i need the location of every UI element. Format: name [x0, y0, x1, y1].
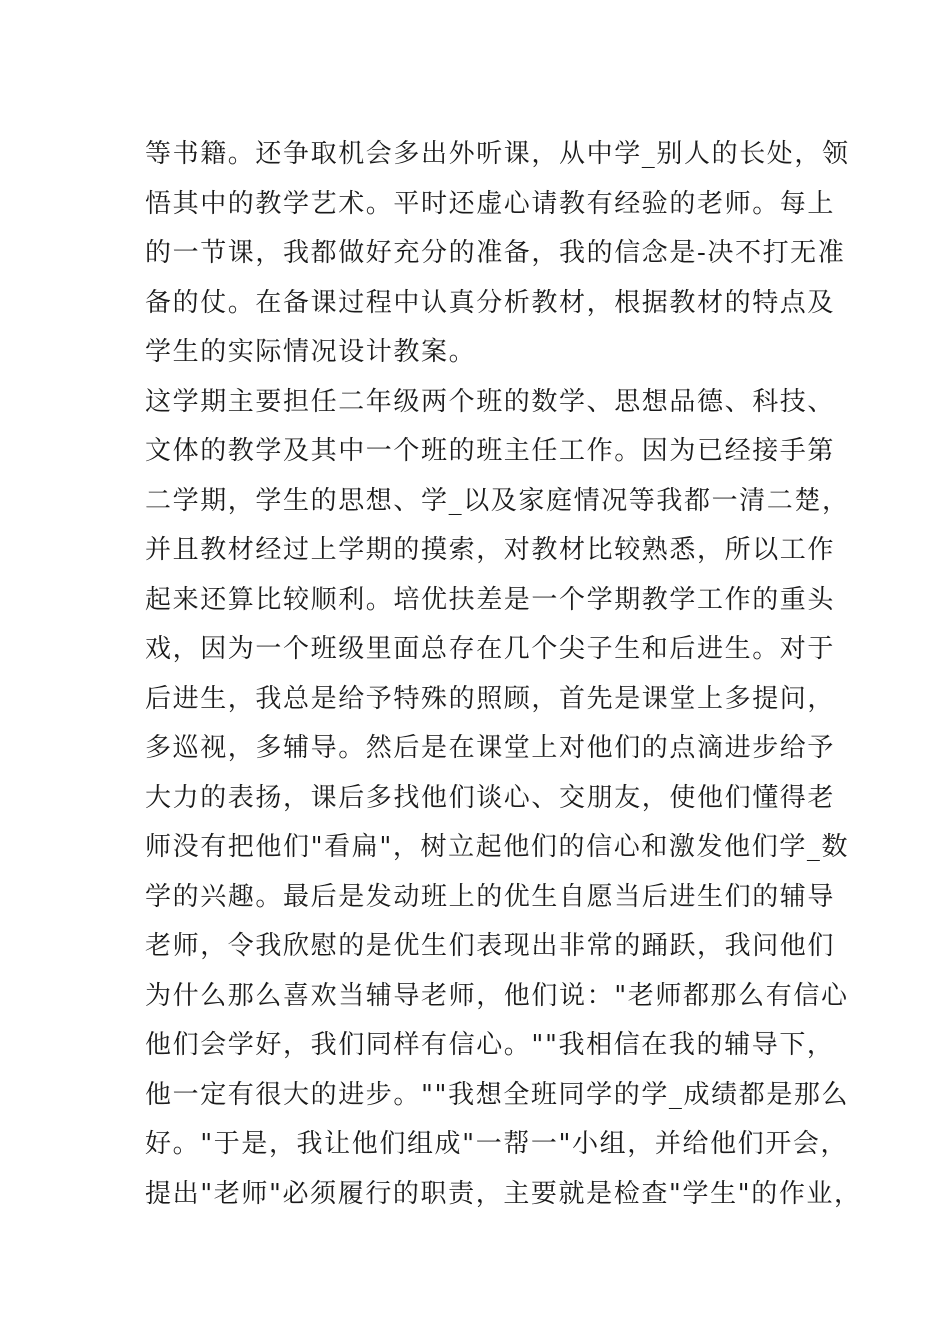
text-line: 他一定有很大的进步。""我想全班同学的学_成绩都是那么: [145, 1079, 850, 1110]
text-line: 好。"于是，我让他们组成"一帮一"小组，并给他们开会，: [145, 1129, 849, 1159]
text-line: 等书籍。还争取机会多出外听课，从中学_别人的长处，领: [145, 139, 850, 169]
text-line: 戏，因为一个班级里面总存在几个尖子生和后进生。对于: [145, 634, 836, 664]
text-line: 备的仗。在备课过程中认真分析教材，根据教材的特点及: [145, 287, 836, 318]
text-line: 为什么那么喜欢当辅导老师，他们说："老师都那么有信心: [145, 980, 849, 1011]
text-line: 提出"老师"必须履行的职责，主要就是检查"学生"的作业，: [145, 1178, 862, 1209]
text-line: 大力的表扬，课后多找他们谈心、交朋友，使他们懂得老: [145, 782, 836, 813]
text-line: 的一节课，我都做好充分的准备，我的信念是-决不打无准: [145, 238, 846, 268]
text-line: 师没有把他们"看扁"，树立起他们的信心和激发他们学_数: [145, 832, 850, 862]
text-line: 学生的实际情况设计教案。: [145, 337, 477, 367]
text-line: 后进生，我总是给予特殊的照顾，首先是课堂上多提问，: [145, 683, 836, 714]
text-line: 悟其中的教学艺术。平时还虚心请教有经验的老师。每上: [145, 188, 836, 219]
text-line: 这学期主要担任二年级两个班的数学、思想品德、科技、: [145, 386, 836, 417]
text-line: 多巡视，多辅导。然后是在课堂上对他们的点滴进步给予: [145, 733, 836, 763]
text-line: 起来还算比较顺利。培优扶差是一个学期教学工作的重头: [145, 584, 836, 615]
text-line: 二学期，学生的思想、学_以及家庭情况等我都一清二楚，: [145, 485, 850, 516]
text-line: 学的兴趣。最后是发动班上的优生自愿当后进生们的辅导: [145, 881, 836, 912]
text-line: 文体的教学及其中一个班的班主任工作。因为已经接手第: [145, 436, 836, 466]
text-line: 老师，令我欣慰的是优生们表现出非常的踊跃，我问他们: [145, 931, 836, 961]
document-body: [145, 130, 862, 1219]
text-line: 他们会学好，我们同样有信心。""我相信在我的辅导下，: [145, 1030, 835, 1060]
text-line: 并且教材经过上学期的摸索，对教材比较熟悉，所以工作: [145, 535, 836, 565]
